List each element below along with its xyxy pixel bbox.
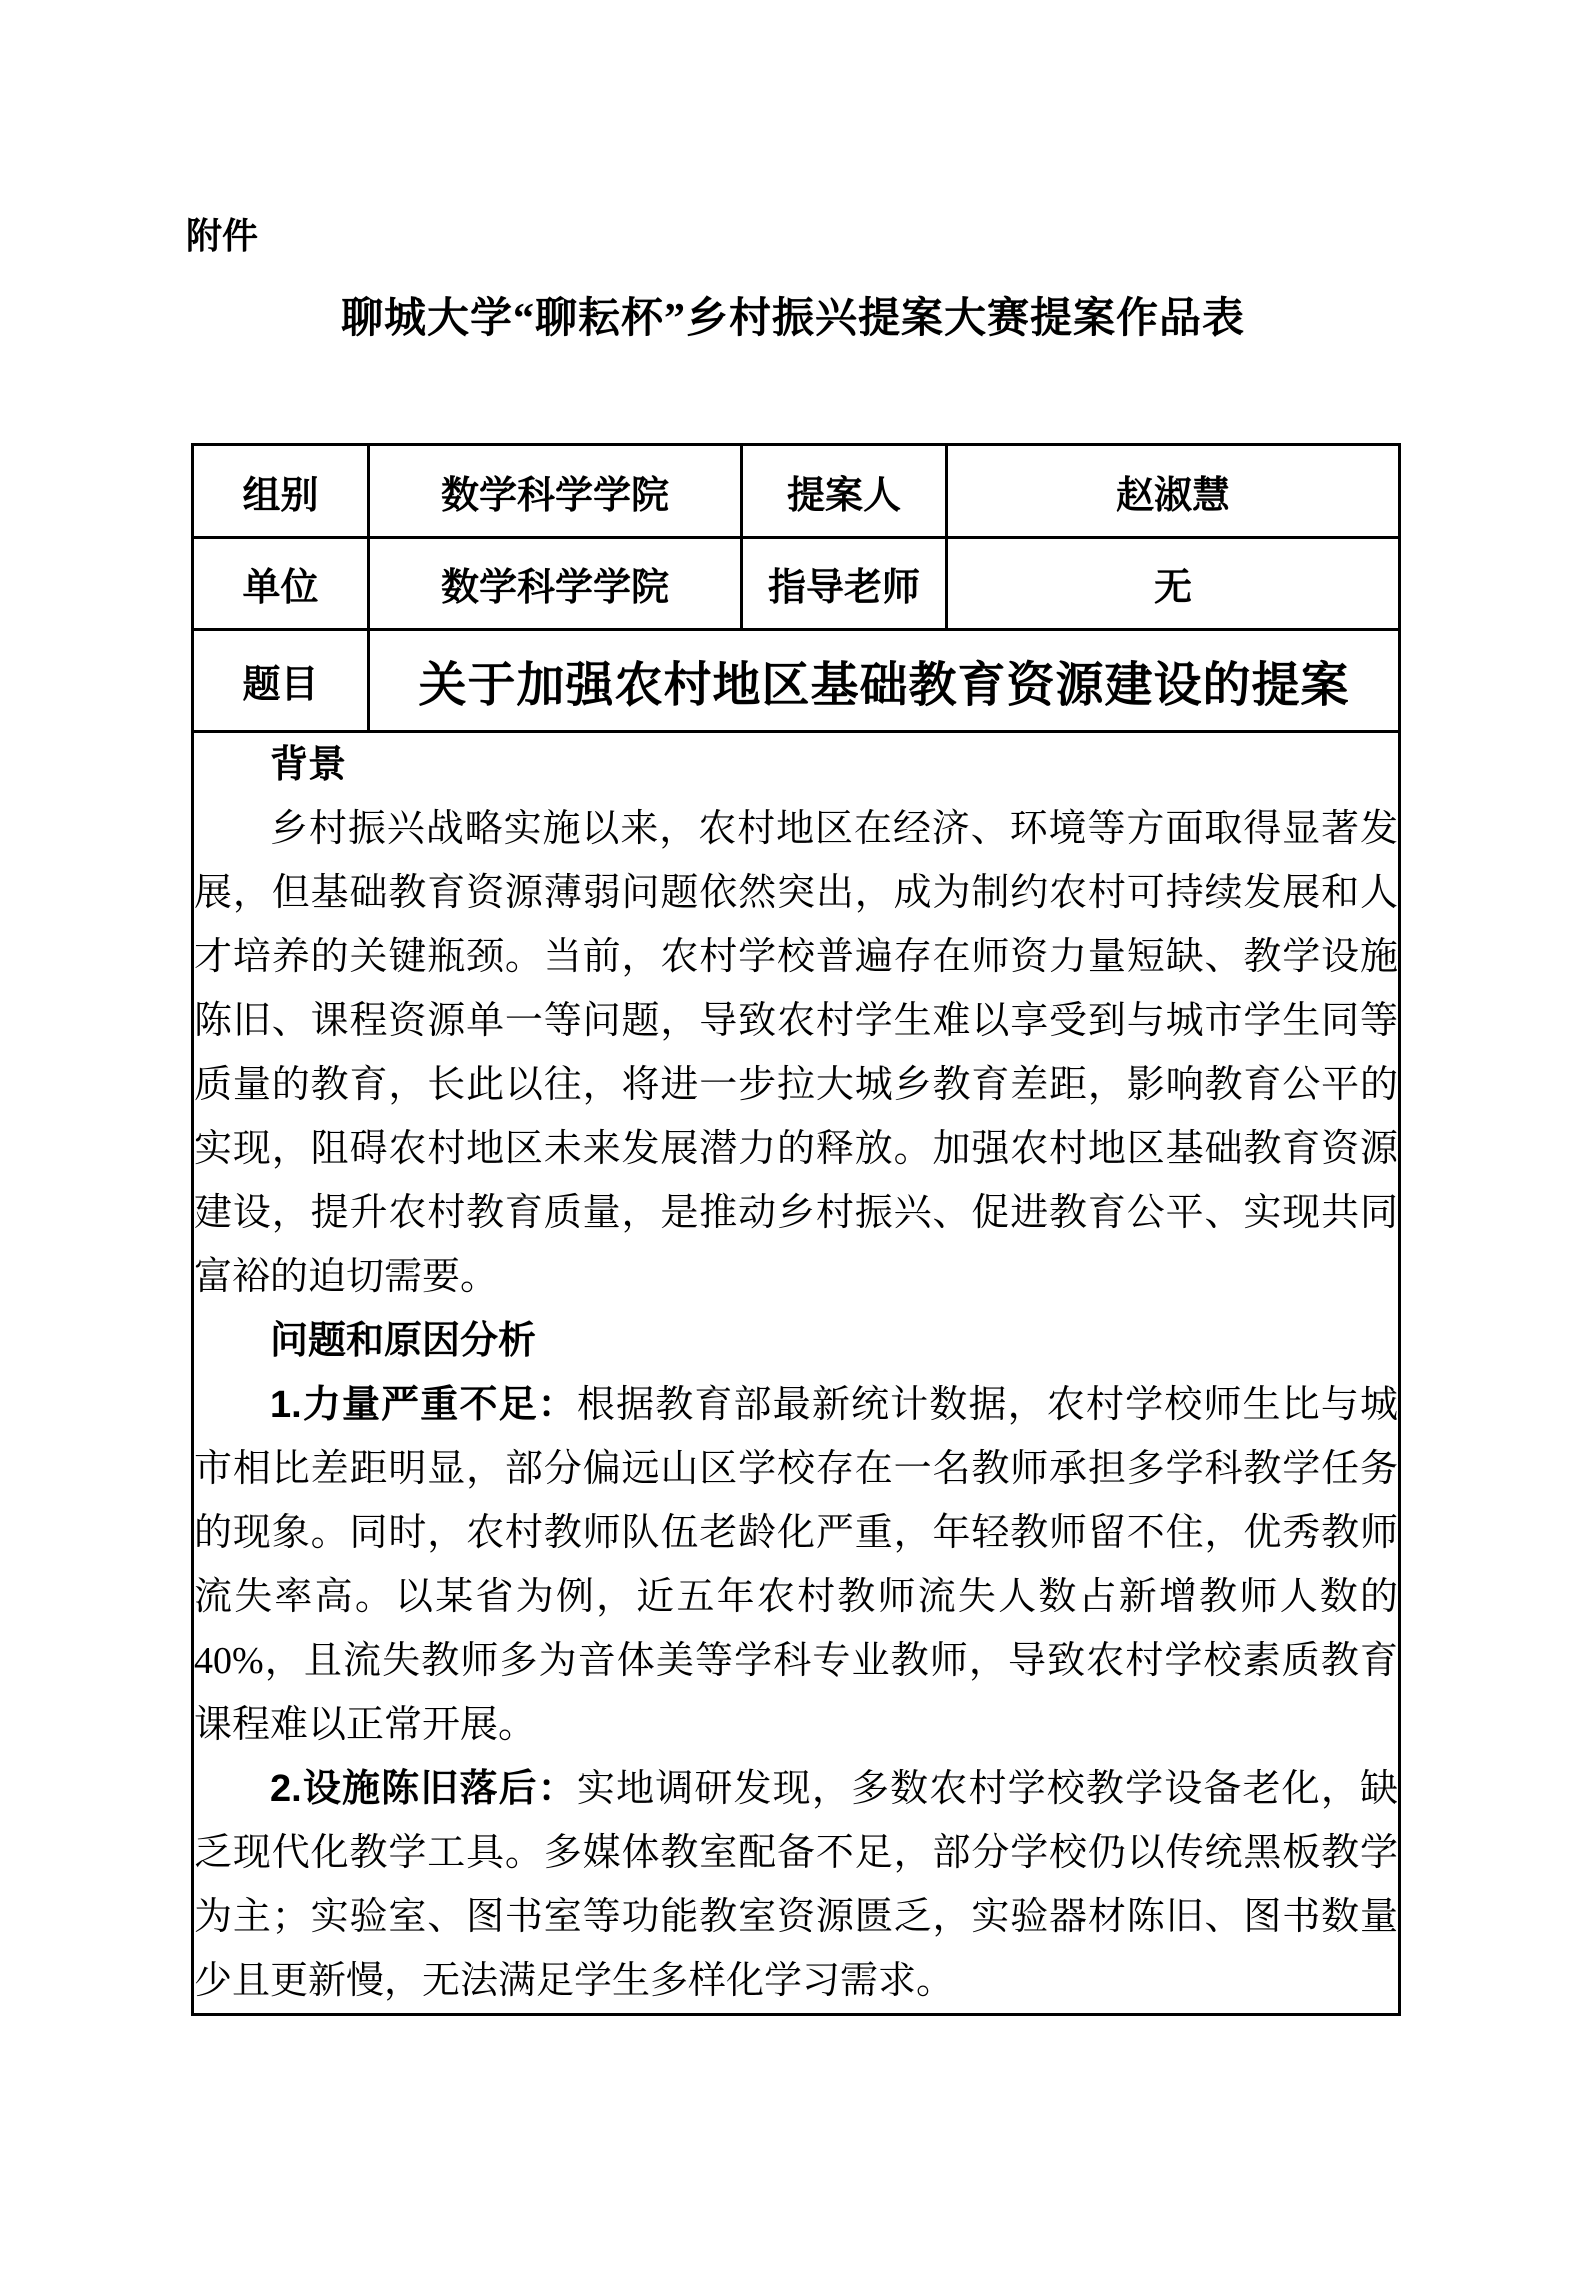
background-heading: 背景 (270, 744, 347, 786)
proposal-body-cell (193, 732, 1400, 2015)
proposal-body-text (194, 733, 1398, 2013)
table-row-body (193, 732, 1400, 2015)
problem-item-1-text: 根据教育部最新统计数据，农村学校师生比与城市相比差距明显，部分偏远山区学校存在一名教师承担多学科教学任务的现象。同时，农村教师队伍老龄化严重，年轻教师留不住，优秀教师流失率高。以某省为例，近五年农村教师流失人数占新增教师人数的 40%，且流失教师多为音体美等学科专业教师，导致农村学校素质教育课程难以正常开展。 (194, 1384, 1398, 1746)
unit-label: 单位 (193, 538, 369, 630)
table-row-group (193, 445, 1400, 538)
problem-item-2 (194, 1757, 1398, 2013)
advisor-value: 无 (947, 538, 1400, 630)
proposal-title-value: 关于加强农村地区基础教育资源建设的提案 (369, 630, 1400, 732)
proposal-title-label: 题目 (193, 630, 369, 732)
table-row-unit (193, 538, 1400, 630)
background-paragraph: 乡村振兴战略实施以来，农村地区在经济、环境等方面取得显著发展，但基础教育资源薄弱问题依然突出，成为制约农村可持续发展和人才培养的关键瓶颈。当前，农村学校普遍存在师资力量短缺、教学设施陈旧、课程资源单一等问题，导致农村学生难以享受到与城市学生同等质量的教育，长此以往，将进一步拉大城乡教育差距，影响教育公平的实现，阻碍农村地区未来发展潜力的释放。加强农村地区基础教育资源建设，提升农村教育质量，是推动乡村振兴、促进教育公平、实现共同富裕的迫切需要。 (194, 808, 1398, 1298)
attachment-label: 附件 (186, 215, 259, 256)
proposer-label: 提案人 (742, 445, 947, 538)
problem-item-1-label: 1.力量严重不足： (270, 1384, 577, 1426)
problem-item-2-label: 2.设施陈旧落后： (270, 1768, 577, 1810)
group-label: 组别 (193, 445, 369, 538)
proposal-form-table (191, 443, 1401, 2016)
table-row-proposal-title (193, 630, 1400, 732)
problems-heading: 问题和原因分析 (270, 1320, 537, 1362)
problem-item-2-text: 实地调研发现，多数农村学校教学设备老化，缺乏现代化教学工具。多媒体教室配备不足，部分学校仍以传统黑板教学为主；实验室、图书室等功能教室资源匮乏，实验器材陈旧、图书数量少且更新慢，无法满足学生多样化学习需求。 (194, 1768, 1398, 2002)
problem-item-1 (194, 1373, 1398, 1757)
unit-value: 数学科学学院 (369, 538, 742, 630)
proposer-value: 赵淑慧 (947, 445, 1400, 538)
document-title: 聊城大学“聊耘杯”乡村振兴提案大赛提案作品表 (340, 296, 1245, 342)
group-value: 数学科学学院 (369, 445, 742, 538)
advisor-label: 指导老师 (742, 538, 947, 630)
